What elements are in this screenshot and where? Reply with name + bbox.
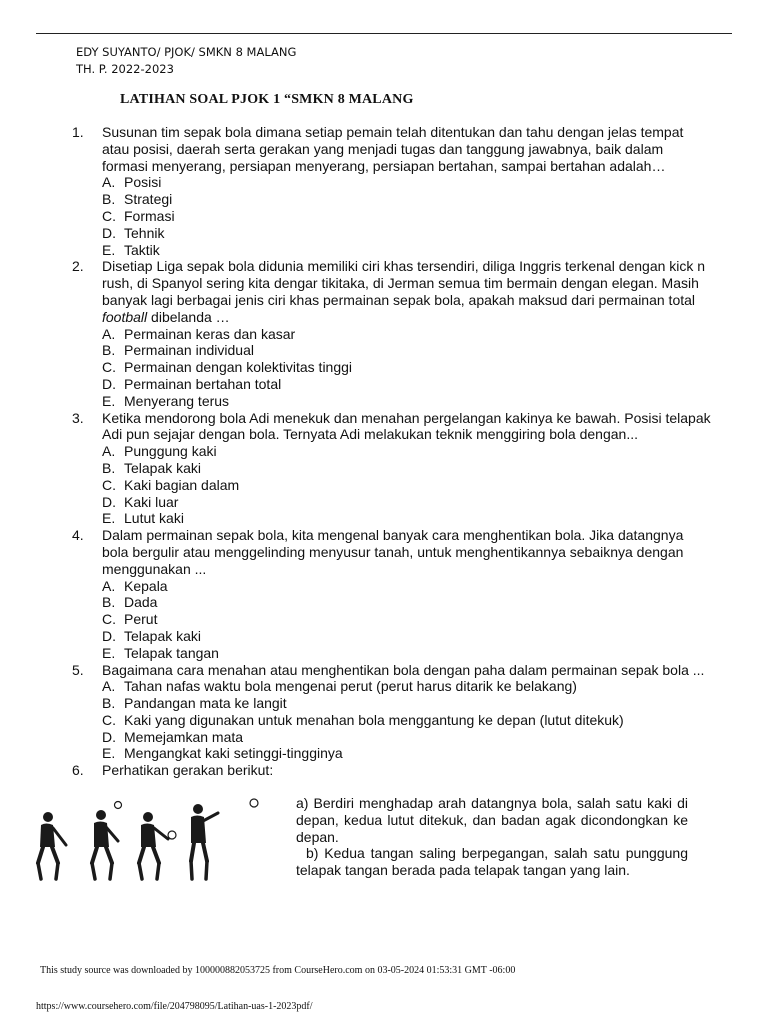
option-list: [102, 326, 712, 410]
header-author: EDY SUYANTO/ PJOK/ SMKN 8 MALANG: [76, 45, 297, 59]
option-text: Kaki yang digunakan untuk menahan bola menggantung ke depan (lutut ditekuk): [124, 711, 624, 728]
question-text: [102, 258, 712, 325]
option-d: [102, 729, 712, 746]
option-text: Telapak kaki: [124, 627, 202, 644]
option-a: [102, 443, 712, 460]
question-text: Susunan tim sepak bola dimana setiap pemain telah ditentukan dan tahu dengan jelas tempat atau posisi, daerah serta gerakan yang menjadi tugas dan tanggung jawabnya, baik dalam formasi menyerang, persiapan menyerang, persiapan bertahan, sampai bertahan adalah…: [102, 124, 684, 174]
option-e: [102, 645, 712, 662]
option-text: Formasi: [124, 207, 175, 224]
document-header: [76, 44, 296, 78]
figure-step-a: a) Berdiri menghadap arah datangnya bola, salah satu kaki di depan, kedua lutut ditekuk, dan badan agak dicondongkan ke depan.: [296, 795, 688, 845]
option-text: Telapak tangan: [124, 644, 219, 661]
option-list: [102, 578, 712, 662]
option-letter: C.: [102, 207, 116, 224]
ball-icon: [168, 831, 176, 839]
player-figure-3: [139, 812, 168, 879]
option-c: [102, 611, 712, 628]
option-d: [102, 494, 712, 511]
option-letter: D.: [102, 627, 116, 644]
option-text: Permainan dengan kolektivitas tinggi: [124, 359, 353, 376]
player-figure-2: [92, 810, 118, 879]
option-letter: B.: [102, 342, 116, 359]
option-e: [102, 242, 712, 259]
player-figure-1: [38, 812, 66, 879]
option-letter: C.: [102, 476, 116, 493]
option-text: Tehnik: [124, 224, 165, 241]
question-number: 4.: [72, 527, 84, 544]
option-text: Permainan keras dan kasar: [124, 325, 296, 342]
option-list: [102, 678, 712, 762]
option-c: [102, 712, 712, 729]
option-letter: E.: [102, 241, 116, 258]
option-letter: A.: [102, 174, 116, 191]
question-number: 2.: [72, 258, 84, 275]
question-text: Bagaimana cara menahan atau menghentikan bola dengan paha dalam permainan sepak bola ...: [102, 661, 705, 678]
option-b: [102, 695, 712, 712]
option-letter: B.: [102, 191, 116, 208]
option-a: [102, 578, 712, 595]
option-text: Posisi: [124, 174, 162, 191]
ball-icon: [250, 799, 258, 807]
volleyball-pass-figure: [26, 795, 266, 885]
question-text: Ketika mendorong bola Adi menekuk dan menahan pergelangan kakinya ke bawah. Posisi telapak Adi pun sejajar dengan bola. Ternyata Adi melakukan teknik menggiring bola dengan...: [102, 409, 711, 443]
question-number: 3.: [72, 409, 84, 426]
option-letter: E.: [102, 510, 116, 527]
question-3: [72, 410, 712, 528]
question-text-part: dibelanda …: [147, 308, 230, 325]
top-rule: [36, 33, 732, 34]
option-text: Mengangkat kaki setinggi-tingginya: [124, 745, 343, 762]
question-4: [72, 527, 712, 661]
question-number: 1.: [72, 124, 84, 140]
question-number: 6.: [72, 762, 84, 779]
question-5: [72, 662, 712, 763]
option-letter: D.: [102, 375, 116, 392]
question-6: [72, 762, 712, 885]
figure-description: [296, 795, 688, 885]
page-title: LATIHAN SOAL PJOK 1 “SMKN 8 MALANG: [120, 92, 414, 107]
option-e: [102, 745, 712, 762]
option-letter: B.: [102, 459, 116, 476]
question-number: 5.: [72, 661, 84, 678]
option-c: [102, 208, 712, 225]
option-letter: A.: [102, 678, 116, 695]
option-c: [102, 477, 712, 494]
question-text: Perhatikan gerakan berikut:: [102, 762, 274, 779]
option-text: Lutut kaki: [124, 510, 184, 527]
option-b: [102, 342, 712, 359]
option-text: Telapak kaki: [124, 459, 202, 476]
question-list: [72, 124, 712, 885]
option-letter: B.: [102, 695, 116, 712]
option-text: Perut: [124, 611, 158, 628]
question-1: [72, 124, 712, 258]
option-e: [102, 510, 712, 527]
option-text: Punggung kaki: [124, 443, 217, 460]
option-letter: A.: [102, 325, 116, 342]
question-2: [72, 258, 712, 409]
option-letter: E.: [102, 392, 116, 409]
header-year: TH. P. 2022-2023: [76, 62, 174, 76]
source-notice: This study source was downloaded by 100000882053725 from CourseHero.com on 03-05-2024 01:53:31 GMT -06:00: [40, 965, 516, 976]
option-text: Kaki luar: [124, 493, 179, 510]
option-a: [102, 326, 712, 343]
source-url: https://www.coursehero.com/file/204798095/Latihan-uas-1-2023pdf/: [36, 1001, 313, 1012]
option-text: Taktik: [124, 241, 160, 258]
option-letter: D.: [102, 493, 116, 510]
option-list: [102, 443, 712, 527]
option-letter: C.: [102, 711, 116, 728]
option-a: [102, 678, 712, 695]
option-text: Tahan nafas waktu bola mengenai perut (perut harus ditarik ke belakang): [124, 678, 577, 695]
option-letter: E.: [102, 745, 116, 762]
option-list: [102, 174, 712, 258]
option-text: Kepala: [124, 577, 168, 594]
option-text: Kaki bagian dalam: [124, 476, 240, 493]
option-letter: C.: [102, 611, 116, 628]
option-text: Strategi: [124, 191, 173, 208]
option-d: [102, 225, 712, 242]
figure-step-b: b) Kedua tangan saling berpegangan, salah satu punggung telapak tangan berada pada telapak tangan yang lain.: [296, 845, 688, 879]
option-d: [102, 376, 712, 393]
option-letter: A.: [102, 577, 116, 594]
option-b: [102, 191, 712, 208]
option-b: [102, 594, 712, 611]
option-letter: D.: [102, 224, 116, 241]
option-letter: E.: [102, 644, 116, 661]
option-letter: A.: [102, 443, 116, 460]
option-text: Memejamkan mata: [124, 728, 244, 745]
option-b: [102, 460, 712, 477]
option-letter: D.: [102, 728, 116, 745]
option-c: [102, 359, 712, 376]
option-text: Pandangan mata ke langit: [124, 695, 287, 712]
option-text: Menyerang terus: [124, 392, 230, 409]
option-a: [102, 174, 712, 191]
option-text: Permainan bertahan total: [124, 375, 282, 392]
option-letter: C.: [102, 359, 116, 376]
option-d: [102, 628, 712, 645]
option-letter: B.: [102, 594, 116, 611]
question-text-part: Disetiap Liga sepak bola didunia memiliki ciri khas tersendiri, diliga Inggris terkenal dengan kick n rush, di Spanyol sering kita dengar tikitaka, di Jerman semua tim bermain dengan elegan. Masih banyak lagi berbagai jenis ciri khas permainan sepak bola, apakah maksud dari permainan total: [102, 258, 706, 308]
player-figure-4: [191, 804, 218, 879]
option-text: Dada: [124, 594, 158, 611]
question-text: Dalam permainan sepak bola, kita mengenal banyak cara menghentikan bola. Jika datangnya bola bergulir atau menggelinding menyusur tanah, untuk menghentikannya sebaiknya dengan menggunakan ...: [102, 527, 684, 577]
option-text: Permainan individual: [124, 342, 254, 359]
ball-icon: [115, 802, 122, 809]
question-text-italic: football: [102, 308, 148, 325]
option-e: [102, 393, 712, 410]
